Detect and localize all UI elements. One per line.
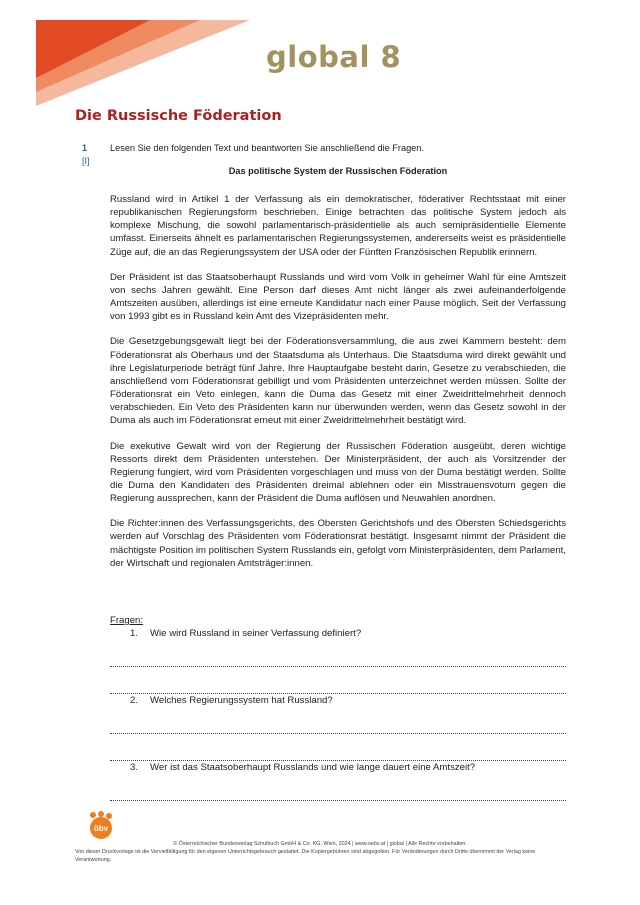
question-number: 3. — [130, 762, 139, 773]
questions-section — [110, 615, 566, 801]
body-text — [110, 193, 566, 582]
question-number: 1. — [130, 628, 139, 639]
task-number: 1 — [82, 143, 88, 153]
paragraph: Die exekutive Gewalt wird von der Regierung der Russischen Föderation ausgeübt, deren wichtige Ressorts direkt dem Präsidenten unterstehen. Der Ministerpräsident, der auch als Vorsitzender der Regierung fungiert, wird vom Präsidenten vorgeschlagen und muss von der Duma bestätigt werden. Sollte die Duma den Kandidaten des Präsidenten dreimal ablehnen oder ein Misstrauensvotum gegen die Regierung aussprechen, kann der Präsident die Duma auflösen und Neuwahlen anordnen. — [110, 440, 566, 505]
paragraph: Die Richter:innen des Verfassungsgerichts, des Obersten Gerichtshofs und des Obersten Schiedsgerichts werden auf Vorschlag des Präsidenten vom Föderationsrat bestätigt. Insgesamt nimmt der Präsident die mächtigste Position im politischen System Russlands ein, gefolgt vom Ministerpräsidenten, dem Parlament, der Wirtschaft und regionalen Amtsträger:innen. — [110, 518, 566, 569]
copyright-notice: © Österreichischer Bundesverlag Schulbuch GmbH & Co. KG, Wien, 2024 | www.oebv.at | global | Alle Rechte vorbehalten. — [173, 841, 467, 847]
question-text: Welches Regierungssystem hat Russland? — [150, 695, 333, 706]
paragraph: Der Präsident ist das Staatsoberhaupt Russlands und wird vom Volk in geheimer Wahl für eine Amtszeit von sechs Jahren gewählt. Eine Person darf dieses Amt nicht länger als zwei aufeinanderfolgende Amtszeiten ausüben, allerdings ist eine erneute Kandidatur nach einer Pause möglich. Seit der Verfassung von 1993 gibt es in Russland kein Amt des Vizepräsidenten mehr. — [110, 271, 566, 323]
question-text: Wie wird Russland in seiner Verfassung definiert? — [150, 628, 362, 639]
question-item — [110, 627, 566, 640]
question-number: 2. — [130, 695, 139, 706]
answer-line[interactable] — [110, 774, 566, 801]
usage-notice: Von dieser Druckvorlage ist die Vervielfältigung für den eigenen Unterrichtsgebrauch gestattet. Die Kopiergebühren sind abgegolten. Für Veränderungen durch Dritte übernimmt der Verlag keine Verantwortung. — [75, 849, 536, 863]
question-item — [110, 694, 566, 707]
question-text: Wer ist das Staatsoberhaupt Russlands und wie lange dauert eine Amtszeit? — [150, 762, 476, 773]
paragraph: Russland wird in Artikel 1 der Verfassung als ein demokratischer, föderativer Rechtsstaat mit einer republikanischen Regierungsform beschrieben. Einige betrachten das politische System jedoch als komplexe Mischung, die sowohl parlamentarisch-präsidentielle als auch semipräsidentielle Elemente umfasst. Einerseits ähnelt es parlamentarischen Regierungssystemen, andererseits weist es präsidentielle Züge auf, die an das Regierungssystem der USA oder der Fünften Französischen Republik erinnern. — [110, 194, 566, 258]
answer-line[interactable] — [110, 640, 566, 667]
footer — [0, 840, 640, 864]
answer-line[interactable] — [110, 707, 566, 734]
text-title: Das politische System der Russischen Föderation — [228, 166, 448, 176]
questions-heading: Fragen: — [110, 615, 144, 626]
question-item — [110, 761, 566, 774]
answer-line[interactable] — [110, 734, 566, 761]
oebv-logo — [84, 810, 118, 840]
task-instruction: Lesen Sie den folgenden Text und beantworten Sie anschließend die Fragen. — [110, 143, 424, 153]
corner-decoration — [0, 0, 260, 110]
paragraph: Die Gesetzgebungsgewalt liegt bei der Föderationsversammlung, die aus zwei Kammern besteht: dem Föderationsrat als Oberhaus und der Staatsduma als Unterhaus. Die Staatsduma wird direkt gewählt und ihre Legislaturperiode beträgt fünf Jahre. Ihre Hauptaufgabe besteht darin, Gesetze zu verabschieden, die anschließend vom Föderationsrat gebilligt und vom Präsidenten unterzeichnet werden müssen. Sollte der Föderationsrat ein Veto einlegen, kann die Duma das Gesetz mit einer Zweidrittelmehrheit dennoch verabschieden. Ein Veto des Präsidenten kann nur überwunden werden, wenn das Gesetz sowohl in der Duma als auch im Föderationsrat erneut mit einer Zweidrittelmehrheit bestätigt wird. — [110, 336, 566, 427]
logo-text: öbv — [93, 824, 109, 833]
answer-line[interactable] — [110, 667, 566, 694]
task-level: [I] — [82, 156, 90, 166]
page-title: Die Russische Föderation — [75, 108, 282, 124]
brand-title: global 8 — [266, 40, 402, 74]
